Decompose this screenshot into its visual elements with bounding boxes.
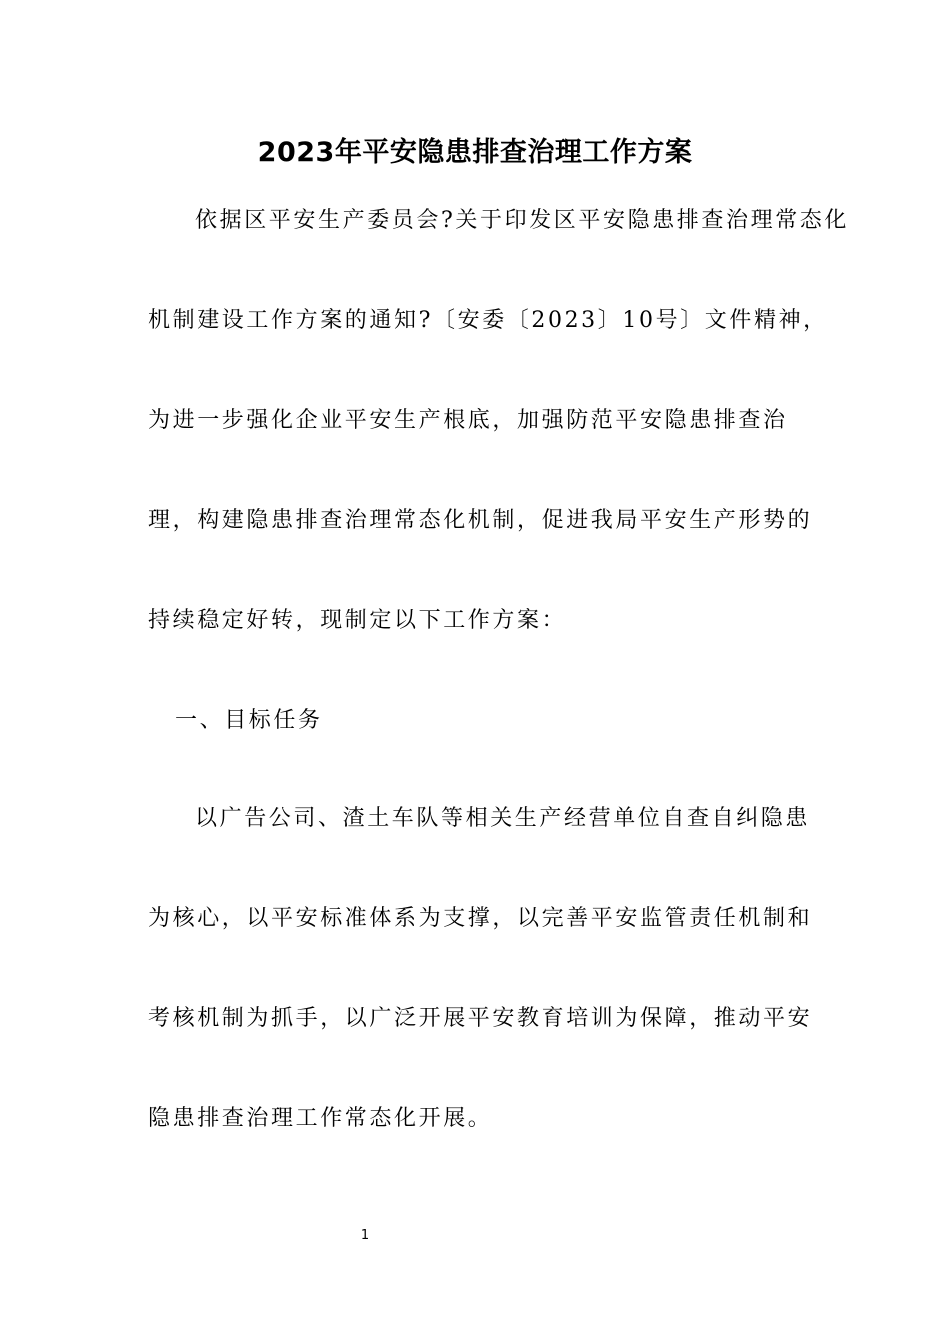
paragraph-line: 依据区平安生产委员会?关于印发区平安隐患排查治理常态化 (195, 208, 849, 233)
paragraph-line: 考核机制为抓手，以广泛开展平安教育培训为保障，推动平安 (148, 1006, 813, 1031)
paragraph-line: 以广告公司、渣土车队等相关生产经营单位自查自纠隐患 (195, 806, 811, 831)
document-title: 2023年平安隐患排查治理工作方案 (257, 137, 693, 168)
paragraph-line: 隐患排查治理工作常态化开展。 (148, 1106, 493, 1131)
page-number: 1 (360, 1228, 370, 1243)
paragraph-line: 持续稳定好转，现制定以下工作方案： (148, 608, 567, 633)
paragraph-line: 理，构建隐患排查治理常态化机制，促进我局平安生产形势的 (148, 508, 813, 533)
section-heading: 一、目标任务 (175, 708, 323, 733)
paragraph-line: 为进一步强化企业平安生产根底，加强防范平安隐患排查治 (148, 408, 788, 433)
paragraph-line: 为核心，以平安标准体系为支撑，以完善平安监管责任机制和 (148, 906, 813, 931)
paragraph-line: 机制建设工作方案的通知?〔安委〔2023〕10号〕文件精神， (148, 308, 828, 333)
